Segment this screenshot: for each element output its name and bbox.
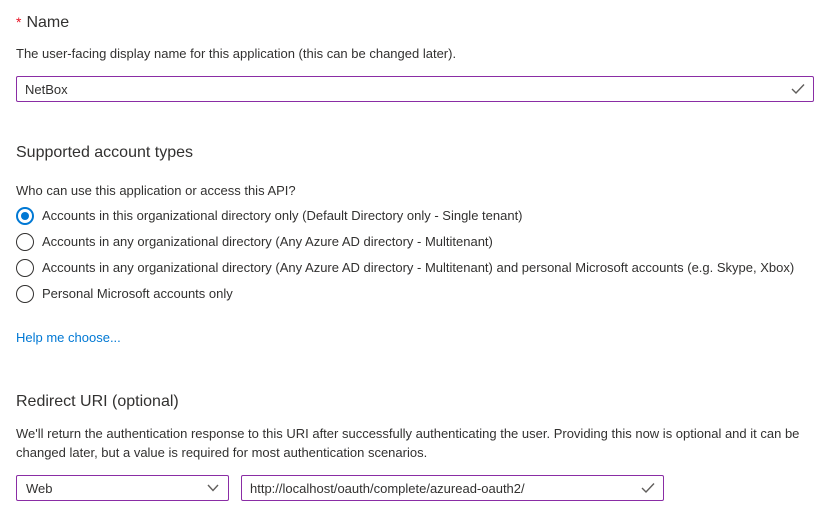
redirect-uri-description: We'll return the authentication response to this URI after successfully authenticating the user. Providing this now is optional and it can be changed later, but a value is required for most authentication scenarios.: [16, 426, 800, 460]
redirect-uri-input-wrap: [241, 475, 664, 501]
radio-label: Personal Microsoft accounts only: [42, 286, 233, 301]
radio-button[interactable]: [16, 285, 34, 303]
account-types-heading: Supported account types: [16, 144, 194, 161]
platform-select-value: Web: [26, 480, 53, 496]
radio-option-personal-only[interactable]: [16, 281, 814, 307]
required-asterisk: *: [16, 14, 22, 30]
name-description: The user-facing display name for this application (this can be changed later).: [16, 46, 457, 61]
redirect-uri-controls: [16, 475, 814, 501]
radio-label: Accounts in any organizational directory (Any Azure AD directory - Multitenant) and personal Microsoft accounts (e.g. Skype, Xbox): [42, 260, 795, 275]
radio-option-multitenant[interactable]: [16, 229, 814, 255]
account-types-radio-group: [16, 203, 814, 307]
radio-option-single-tenant[interactable]: [16, 203, 814, 229]
radio-button[interactable]: [16, 259, 34, 277]
name-section-title: Name: [26, 14, 70, 31]
name-input-wrap: [16, 76, 814, 102]
name-section-heading: [16, 12, 814, 33]
name-input[interactable]: [16, 76, 814, 102]
radio-label: Accounts in this organizational directory only (Default Directory only - Single tenant): [42, 208, 523, 223]
platform-select[interactable]: [16, 475, 229, 501]
radio-label: Accounts in any organizational directory (Any Azure AD directory - Multitenant): [42, 234, 493, 249]
account-types-question: Who can use this application or access this API?: [16, 183, 296, 198]
radio-option-multitenant-personal[interactable]: [16, 255, 814, 281]
radio-button[interactable]: [16, 207, 34, 225]
help-me-choose-link[interactable]: Help me choose...: [16, 330, 121, 345]
radio-button[interactable]: [16, 233, 34, 251]
redirect-uri-input[interactable]: [241, 475, 664, 501]
chevron-down-icon: [207, 484, 219, 492]
redirect-uri-heading: Redirect URI (optional): [16, 393, 179, 410]
